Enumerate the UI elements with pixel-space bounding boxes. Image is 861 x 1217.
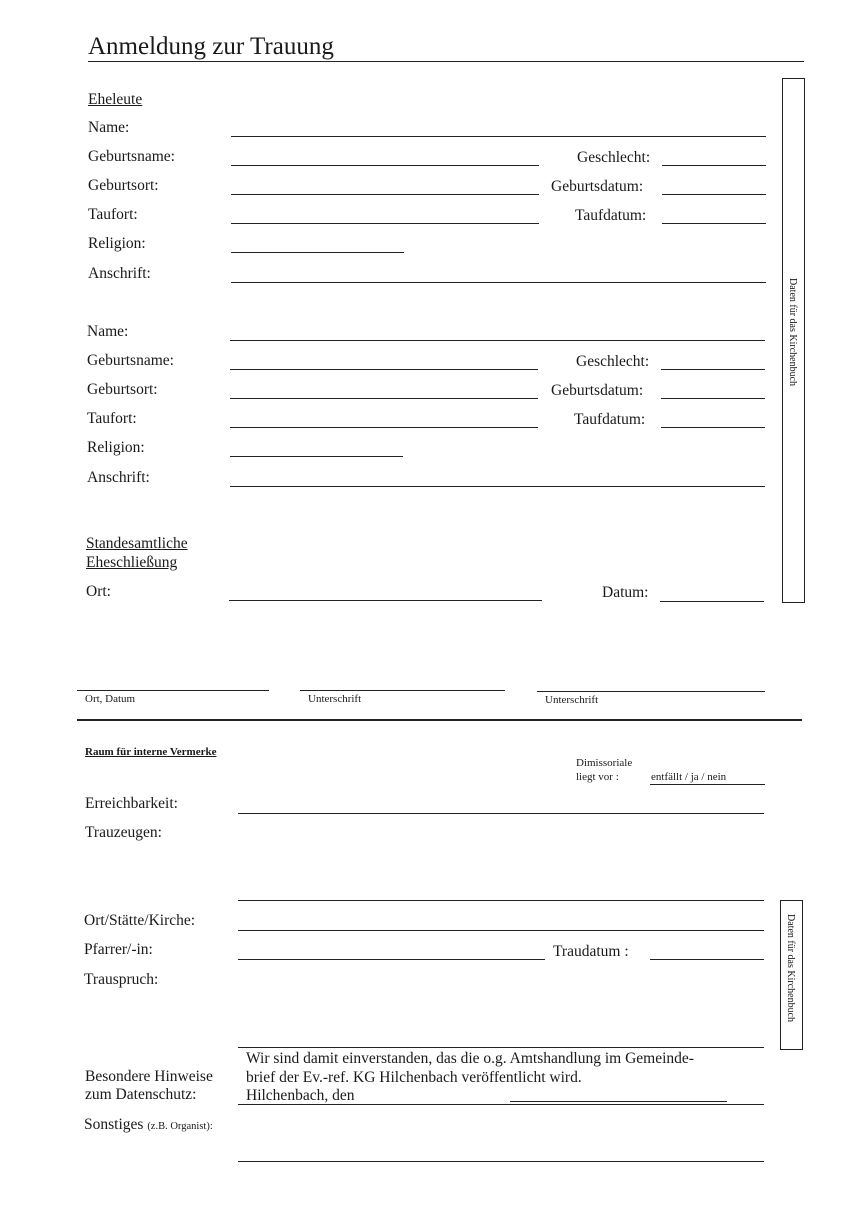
label-erreichbarkeit: Erreichbarkeit: bbox=[85, 795, 178, 812]
label-taufort-1: Taufort: bbox=[88, 206, 138, 223]
label-traudatum: Traudatum : bbox=[553, 943, 629, 960]
field-name-1[interactable] bbox=[231, 136, 766, 137]
label-sonstiges-text: Sonstiges bbox=[84, 1116, 144, 1133]
section-standesamt-line2: Eheschließung bbox=[86, 554, 178, 571]
field-geschlecht-2[interactable] bbox=[661, 369, 765, 370]
field-anschrift-2[interactable] bbox=[230, 486, 765, 487]
field-geburtsname-2[interactable] bbox=[230, 369, 538, 370]
field-ort-staette[interactable] bbox=[238, 930, 764, 931]
label-taufdatum-1: Taufdatum: bbox=[575, 207, 647, 224]
label-geburtsort-2: Geburtsort: bbox=[87, 381, 158, 398]
label-sonstiges-note: (z.B. Organist): bbox=[147, 1121, 213, 1132]
section-eheleute: Eheleute bbox=[88, 91, 143, 108]
field-geburtsdatum-2[interactable] bbox=[661, 398, 765, 399]
field-geburtsort-2[interactable] bbox=[230, 398, 538, 399]
label-geburtsname-1: Geburtsname: bbox=[88, 148, 175, 165]
field-geburtsdatum-1[interactable] bbox=[662, 194, 766, 195]
section-interne-vermerke: Raum für interne Vermerke bbox=[85, 746, 217, 758]
side-label-bottom: Daten für das Kirchenbuch bbox=[785, 914, 796, 1023]
field-geburtsname-1[interactable] bbox=[231, 165, 539, 166]
field-trauspruch[interactable] bbox=[238, 1047, 764, 1048]
field-geburtsort-1[interactable] bbox=[231, 194, 539, 195]
label-trauzeugen: Trauzeugen: bbox=[85, 824, 162, 841]
label-religion-2: Religion: bbox=[87, 439, 145, 456]
label-religion-1: Religion: bbox=[88, 235, 146, 252]
label-geburtsdatum-1: Geburtsdatum: bbox=[551, 178, 644, 195]
label-hinweise-1: Besondere Hinweise bbox=[85, 1068, 213, 1085]
label-ort-datum: Ort, Datum bbox=[85, 693, 136, 705]
label-trauspruch: Trauspruch: bbox=[84, 971, 159, 988]
field-erreichbarkeit[interactable] bbox=[238, 813, 764, 814]
consent-line-2: brief der Ev.-ref. KG Hilchenbach veröffentlicht wird. bbox=[246, 1069, 582, 1086]
field-taufort-1[interactable] bbox=[231, 223, 539, 224]
label-standesamt-datum: Datum: bbox=[602, 584, 649, 601]
consent-line-3: Hilchenbach, den bbox=[246, 1087, 355, 1104]
label-geschlecht-1: Geschlecht: bbox=[577, 149, 651, 166]
page-title: Anmeldung zur Trauung bbox=[88, 33, 334, 60]
signature-line-1[interactable] bbox=[300, 690, 505, 691]
label-pfarrer: Pfarrer/-in: bbox=[84, 941, 153, 958]
field-geschlecht-1[interactable] bbox=[662, 165, 766, 166]
field-religion-1[interactable] bbox=[231, 252, 404, 253]
dimissoriale-options[interactable]: entfällt / ja / nein bbox=[651, 771, 727, 783]
title-rule bbox=[88, 61, 804, 62]
section-standesamt-line1: Standesamtliche bbox=[86, 535, 188, 552]
label-dimissoriale-2: liegt vor : bbox=[576, 771, 619, 783]
label-taufort-2: Taufort: bbox=[87, 410, 137, 427]
label-dimissoriale-1: Dimissoriale bbox=[576, 757, 633, 769]
consent-line-1: Wir sind damit einverstanden, das die o.g. Amtshandlung im Gemeinde- bbox=[246, 1050, 694, 1067]
label-standesamt-ort: Ort: bbox=[86, 583, 111, 600]
dimissoriale-line bbox=[650, 784, 765, 785]
field-pfarrer[interactable] bbox=[238, 959, 545, 960]
signature-line-2[interactable] bbox=[537, 691, 765, 692]
label-anschrift-1: Anschrift: bbox=[88, 265, 151, 282]
label-sonstiges bbox=[84, 1117, 213, 1133]
field-standesamt-datum[interactable] bbox=[660, 601, 764, 602]
label-hinweise-2: zum Datenschutz: bbox=[85, 1086, 197, 1103]
field-traudatum[interactable] bbox=[650, 959, 764, 960]
consent-underline bbox=[238, 1104, 764, 1105]
label-name-1: Name: bbox=[88, 119, 130, 136]
field-sonstiges[interactable] bbox=[238, 1161, 764, 1162]
label-geschlecht-2: Geschlecht: bbox=[576, 353, 650, 370]
field-consent-date[interactable] bbox=[510, 1101, 727, 1102]
side-label-top: Daten für das Kirchenbuch bbox=[787, 278, 798, 387]
field-name-2[interactable] bbox=[230, 340, 765, 341]
field-anschrift-1[interactable] bbox=[231, 282, 766, 283]
field-trauzeugen[interactable] bbox=[238, 900, 764, 901]
field-standesamt-ort[interactable] bbox=[229, 600, 542, 601]
label-taufdatum-2: Taufdatum: bbox=[574, 411, 646, 428]
label-unterschrift-2: Unterschrift bbox=[545, 694, 599, 706]
label-geburtsname-2: Geburtsname: bbox=[87, 352, 174, 369]
label-ort-staette: Ort/Stätte/Kirche: bbox=[84, 912, 196, 929]
signature-line-ort-datum[interactable] bbox=[77, 690, 269, 691]
label-name-2: Name: bbox=[87, 323, 129, 340]
section-divider bbox=[77, 719, 802, 721]
field-taufdatum-2[interactable] bbox=[661, 427, 765, 428]
label-geburtsort-1: Geburtsort: bbox=[88, 177, 159, 194]
field-taufdatum-1[interactable] bbox=[662, 223, 766, 224]
field-taufort-2[interactable] bbox=[230, 427, 538, 428]
label-anschrift-2: Anschrift: bbox=[87, 469, 150, 486]
field-religion-2[interactable] bbox=[230, 456, 403, 457]
label-unterschrift-1: Unterschrift bbox=[308, 693, 362, 705]
label-geburtsdatum-2: Geburtsdatum: bbox=[551, 382, 644, 399]
